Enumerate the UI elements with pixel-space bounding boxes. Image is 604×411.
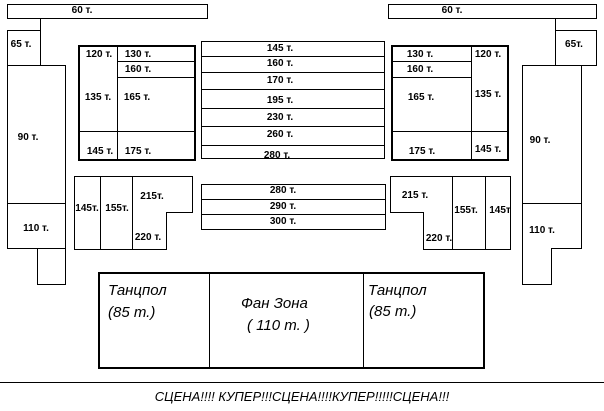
right-block-bot-left: 175 т. — [408, 146, 436, 157]
left-lower-a: 145т. — [75, 203, 99, 214]
center-lower-row-2: 290 т. — [269, 201, 297, 212]
left-block-mid-right: 165 т. — [123, 92, 151, 103]
center-row-2: 160 т. — [266, 58, 294, 69]
center-row-4: 195 т. — [266, 95, 294, 106]
right-top-balcony[interactable] — [388, 4, 597, 19]
floor-right-title: Танцпол — [368, 282, 427, 299]
right-side-mid-price: 90 т. — [529, 135, 551, 146]
left-block-r1b: 130 т. — [124, 49, 152, 60]
left-upper-block[interactable] — [78, 45, 196, 161]
left-block-bot-right: 175 т. — [124, 146, 152, 157]
right-block-mid-right: 135 т. — [474, 89, 502, 100]
center-lower-row-1: 280 т. — [269, 185, 297, 196]
left-side-upper-price: 65 т. — [10, 39, 32, 50]
right-block-mid-left: 165 т. — [407, 92, 435, 103]
right-block-r1b: 120 т. — [474, 49, 502, 60]
floor-left-price: (85 т.) — [108, 304, 156, 321]
stage-label: СЦЕНА!!!! КУПЕР!!!СЦЕНА!!!!КУПЕР!!!!!СЦЕНА!!! — [154, 389, 450, 404]
left-side-low-price: 110 т. — [23, 223, 49, 234]
center-row-5: 230 т. — [266, 112, 294, 123]
left-block-bot-left: 145 т. — [86, 146, 114, 157]
right-lower-d: 220 т. — [425, 233, 453, 244]
left-lower-b: 155т. — [105, 203, 129, 214]
center-lower-row-3: 300 т. — [269, 216, 297, 227]
fan-zone-price: ( 110 т. ) — [247, 317, 310, 334]
fan-zone-title: Фан Зона — [241, 295, 308, 312]
left-lower-c: 215т. — [140, 191, 164, 202]
floor-right-price: (85 т.) — [369, 303, 417, 320]
right-block-r1a: 130 т. — [406, 49, 434, 60]
left-block-r1a: 120 т. — [85, 49, 113, 60]
right-side-upper-price: 65т. — [565, 39, 583, 50]
floor-left-title: Танцпол — [108, 282, 167, 299]
right-lower-a: 215 т. — [401, 190, 429, 201]
right-lower-c: 145т — [489, 205, 511, 216]
right-block-r2: 160 т. — [406, 64, 434, 75]
right-top-price: 60 т. — [441, 5, 463, 16]
left-block-mid-left: 135 т. — [84, 92, 112, 103]
center-row-1: 145 т. — [266, 43, 294, 54]
left-lower-d: 220 т. — [134, 232, 162, 243]
right-lower-b: 155т. — [454, 205, 478, 216]
center-row-6: 260 т. — [266, 129, 294, 140]
left-block-r2: 160 т. — [124, 64, 152, 75]
stage-line — [0, 382, 604, 383]
left-side-mid-price: 90 т. — [17, 132, 39, 143]
right-block-bot-right: 145 т. — [474, 144, 502, 155]
center-row-7: 280 т. — [263, 150, 291, 161]
left-top-price: 60 т. — [71, 5, 93, 16]
center-row-3: 170 т. — [266, 75, 294, 86]
left-top-balcony[interactable] — [7, 4, 208, 19]
right-side-low-price: 110 т. — [529, 225, 555, 236]
